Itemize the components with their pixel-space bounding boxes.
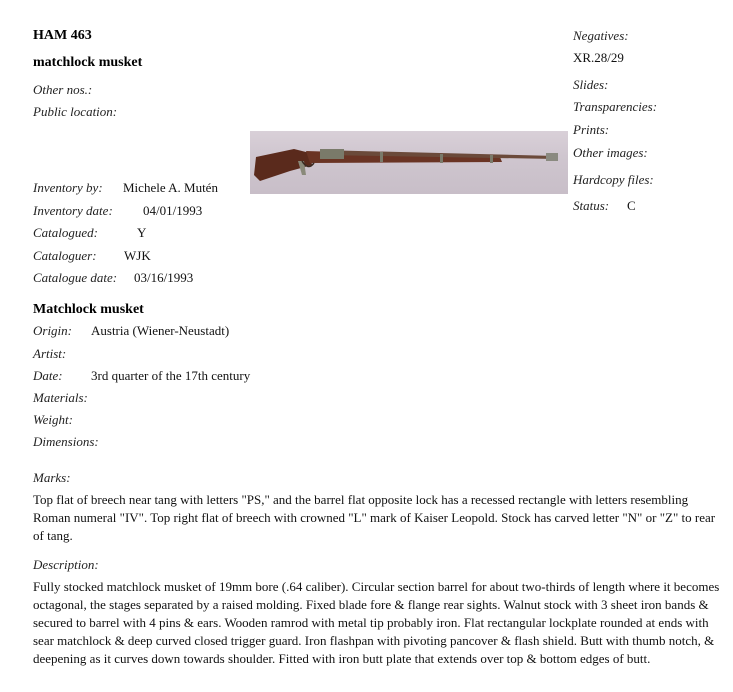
description-label: Description:	[33, 557, 99, 572]
catalogued-label: Catalogued:	[33, 225, 98, 240]
date-value: 3rd quarter of the 17th century	[91, 368, 251, 383]
weight-label: Weight:	[33, 412, 73, 427]
dimensions-label: Dimensions:	[33, 434, 99, 449]
hardcopy-files-label: Hardcopy files:	[573, 172, 654, 187]
record-short-title: matchlock musket	[33, 55, 143, 70]
object-title: Matchlock musket	[33, 302, 144, 317]
origin-value: Austria (Wiener-Neustadt)	[91, 323, 230, 338]
musket-band	[380, 152, 383, 162]
record-id: HAM 463	[33, 28, 92, 43]
materials-label: Materials:	[33, 390, 88, 405]
slides-label: Slides:	[573, 77, 609, 92]
catalogue-date-value: 03/16/1993	[134, 270, 194, 285]
inventory-by-label: Inventory by:	[33, 180, 103, 195]
status-value: C	[627, 198, 636, 213]
inventory-date-label: Inventory date:	[33, 203, 113, 218]
status-label: Status:	[573, 198, 610, 213]
catalogue-date-label: Catalogue date:	[33, 270, 118, 285]
musket-drawing	[250, 131, 568, 194]
musket-band	[440, 154, 443, 163]
musket-muzzle	[546, 153, 558, 161]
marks-text: Top flat of breech near tang with letters "PS," and the barrel flat opposite lock has a recessed rectangle with letters resembling Roman numeral "IV". Top right flat of breech with crowned "L" mark of Kaiser Leopold. Stock has carved letter "N" or "Z" to rear of tang.	[33, 492, 716, 543]
public-location-label: Public location:	[33, 104, 118, 119]
origin-label: Origin:	[33, 323, 72, 338]
catalogued-value: Y	[137, 225, 147, 240]
transparencies-label: Transparencies:	[573, 99, 658, 114]
description-text: Fully stocked matchlock musket of 19mm bore (.64 caliber). Circular section barrel for about two-thirds of length where it becomes octagonal, the stages separated by a raised molding. Fixed blade fore & flange rear sights. Walnut stock with 3 sheet iron bands & secured to barrel with 4 pins & ears. Wooden ramrod with metal tip probably iron. Flat rectangular lockplate rounded at ends with sear matchlock & deep curved closed trigger guard. Iron flashpan with pivoting pancover & flash shield. Butt with thumb notch, & deepening as it curves down towards shoulder. Fitted with iron butt plate that extends over top & bottom edges of butt.	[33, 579, 720, 666]
inventory-date-value: 04/01/1993	[143, 203, 203, 218]
musket-band	[490, 155, 493, 163]
prints-label: Prints:	[573, 122, 610, 137]
negatives-value: XR.28/29	[573, 50, 624, 65]
other-nos-label: Other nos.:	[33, 82, 93, 97]
negatives-label: Negatives:	[573, 28, 629, 43]
marks-label: Marks:	[33, 470, 71, 485]
musket-lock	[320, 149, 344, 159]
other-images-label: Other images:	[573, 145, 648, 160]
musket-photo	[250, 131, 568, 194]
inventory-by-value: Michele A. Mutén	[123, 180, 218, 195]
artist-label: Artist:	[33, 346, 67, 361]
date-label: Date:	[33, 368, 63, 383]
cataloguer-value: WJK	[124, 248, 151, 263]
cataloguer-label: Cataloguer:	[33, 248, 97, 263]
